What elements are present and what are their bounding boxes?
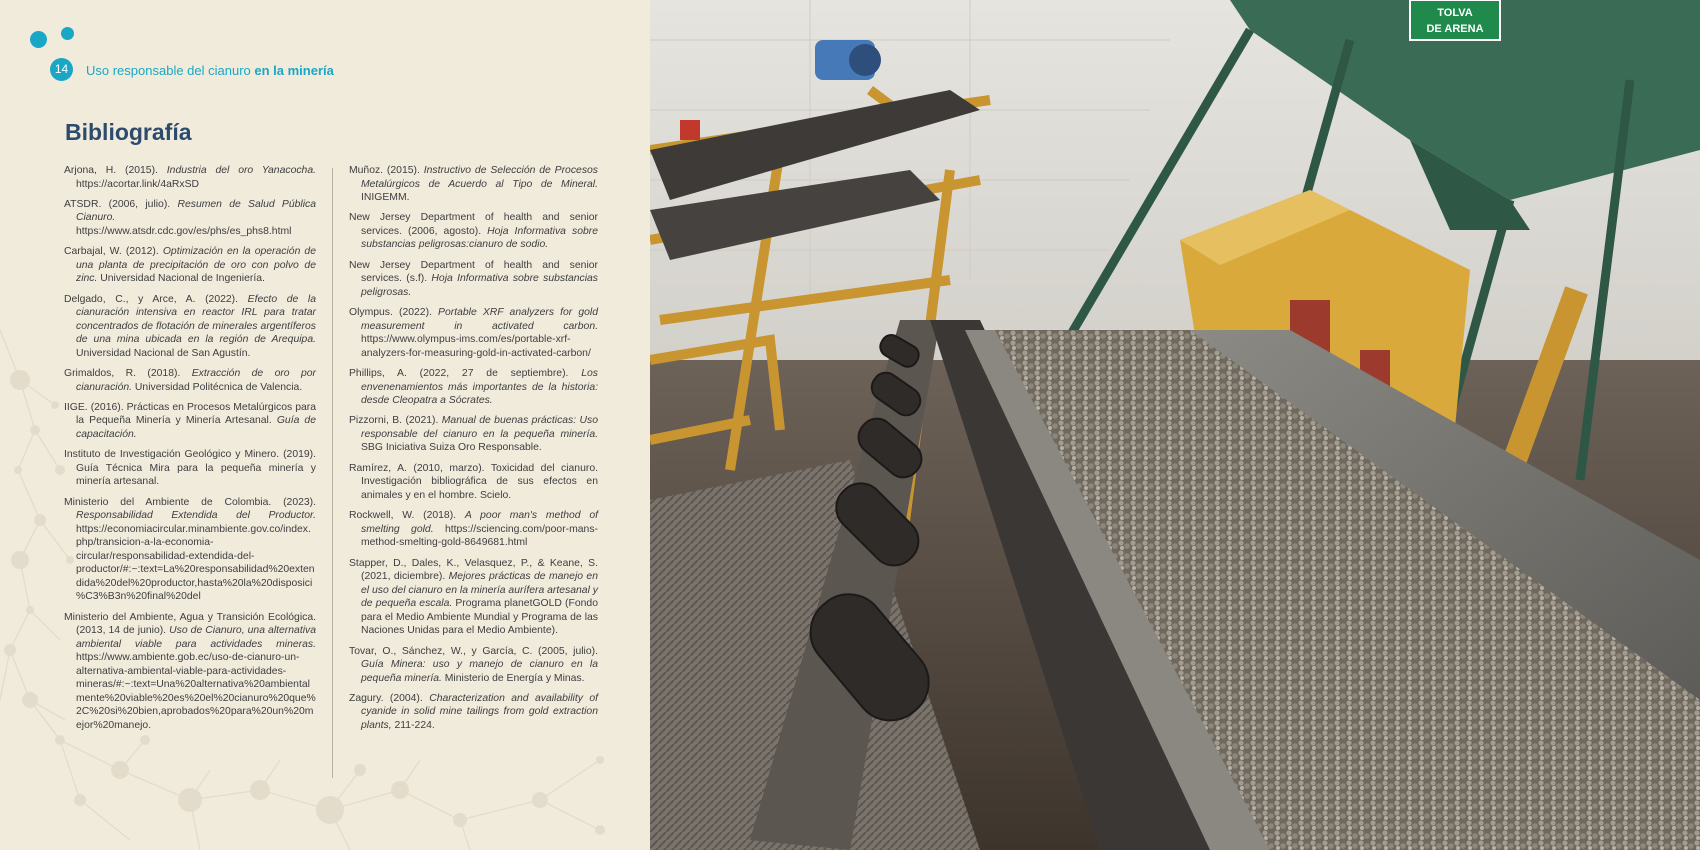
reference-entry: [64, 245, 316, 286]
running-title-bold: en la minería: [254, 63, 334, 78]
reference-text: Programa planetGOLD (Fondo para el Medio Ambiente Mundial y Programa de las Naciones Unidas para el Medio Ambiente).: [361, 598, 598, 637]
page-number-badge: 14: [50, 58, 73, 81]
reference-entry: [64, 293, 316, 361]
reference-text: https://www.olympus-ims.com/es/portable-xrf-analyzers-for-measuring-gold-in-activated-carbon/: [361, 334, 591, 359]
sign-line-1: TOLVA: [1437, 7, 1473, 19]
reference-italic-title: Los envenenamientos más importantes de la historia: desde Cleopatra a Sócrates.: [361, 368, 598, 407]
reference-text: New Jersey Department of health and senior services. (s.f).: [349, 259, 598, 285]
reference-italic-title: Portable XRF analyzers for gold measurement in activated carbon.: [361, 307, 598, 332]
reference-entry: [349, 414, 598, 455]
reference-entry: [349, 557, 598, 638]
reference-entry: [349, 259, 598, 300]
reference-entry: [64, 164, 316, 191]
reference-italic-title: Responsabilidad Extendida del Productor.: [76, 510, 316, 522]
reference-text: IIGE. (2016). Prácticas en Procesos Metalúrgicos para la Pequeña Minería y Minería Artesanal.: [64, 401, 316, 427]
reference-text: SBG Iniciativa Suiza Oro Responsable.: [361, 442, 542, 454]
reference-text: Muñoz. (2015).: [349, 165, 424, 176]
running-header: [86, 63, 334, 78]
reference-text: https://www.atsdr.cdc.gov/es/phs/es_phs8.html: [76, 225, 292, 237]
reference-entry: [349, 462, 598, 503]
reference-italic-title: Optimización en la operación de una planta de precipitación de oro con polvo de zinc.: [76, 246, 316, 285]
reference-italic-title: Guía de capacitación.: [76, 415, 316, 440]
reference-italic-title: Characterization and availability of cyanide in solid mine tailings from gold extraction plants,: [361, 692, 598, 731]
reference-italic-title: Industria del oro Yanacocha.: [166, 165, 316, 176]
reference-text: Phillips, A. (2022, 27 de septiembre).: [349, 368, 582, 380]
reference-text: New Jersey Department of health and senior services. (2006, agosto).: [349, 212, 598, 237]
reference-text: https://acortar.link/4aRxSD: [76, 178, 200, 190]
reference-text: https://www.ambiente.gob.ec/uso-de-cianuro-un-alternativa-ambiental-viable-para-actividades-mineras/#:~:text=Una%20alternativa%20ambientalmente%20viable%20es%20el%20cianuro%20que%2C%20si%20bien,aprobados%20para%20un%20mejor%20manejo.: [76, 652, 316, 731]
reference-text: https://economiacircular.minambiente.gov.co/index.php/transicion-a-la-economia-circular/responsabilidad-extendida-del-productor/#:~:text=La%20responsabilidad%20extendida%20del%20productor,hasta%20la%20disposici%C3%B3n%20final%20del: [76, 523, 315, 603]
reference-italic-title: Resumen de Salud Pública Cianuro.: [76, 198, 316, 224]
reference-text: Tovar, O., Sánchez, W., y García, C. (2005, julio).: [349, 645, 598, 657]
reference-text: https://sciencing.com/poor-mans-method-smelting-gold-8649681.html: [361, 523, 598, 549]
references-column-left: [64, 164, 316, 739]
reference-entry: [64, 611, 316, 733]
reference-text: Arjona, H. (2015).: [64, 165, 167, 176]
reference-text: Rockwell, W. (2018).: [349, 510, 465, 522]
reference-text: Grimaldos, R. (2018).: [64, 368, 192, 380]
reference-entry: [349, 692, 598, 733]
reference-text: Universidad Nacional de San Agustín.: [76, 347, 251, 359]
reference-text: Ministerio del Ambiente, Agua y Transición Ecológica. (2013, 14 de junio).: [64, 611, 316, 637]
decorative-dot: [30, 31, 47, 48]
reference-text: Olympus. (2022).: [349, 307, 439, 319]
column-divider: [332, 168, 333, 778]
reference-italic-title: Uso de Cianuro, una alternativa ambiental viable para actividades mineras.: [76, 625, 316, 650]
page-title: Bibliografía: [65, 119, 192, 145]
reference-entry: [64, 448, 316, 489]
conveyor-belt-photo: [650, 0, 1700, 850]
bibliography-page: [0, 0, 650, 850]
reference-text: INIGEMM.: [361, 192, 410, 203]
reference-italic-title: Hoja Informativa sobre substancias peligrosas:cianuro de sodio.: [361, 225, 598, 251]
reference-italic-title: Instructivo de Selección de Procesos Metalúrgicos de Acuerdo al Tipo de Mineral.: [361, 165, 598, 190]
reference-text: Ramírez, A. (2010, marzo). Toxicidad del cianuro. Investigación bibliográfica de sus efectos en animales y en el hombre. Scielo.: [349, 462, 598, 501]
reference-italic-title: Hoja Informativa sobre substancias peligrosas.: [361, 273, 599, 298]
reference-italic-title: Efecto de la cianuración intensiva en reactor IRL para tratar concentrados de flotación de minerales argentíferos de una mina ubicada en la región de Arequipa.: [76, 293, 316, 346]
reference-text: Instituto de Investigación Geológico y Minero. (2019). Guía Técnica Mira para la pequeña minería y minería artesanal.: [64, 449, 316, 488]
reference-text: Carbajal, W. (2012).: [64, 246, 163, 258]
reference-entry: [349, 211, 598, 252]
references-column-right: [349, 164, 598, 739]
reference-entry: [349, 367, 598, 408]
decorative-dot: [61, 27, 74, 40]
reference-entry: [349, 645, 598, 686]
reference-text: Zagury. (2004).: [349, 692, 430, 704]
sign-line-2: DE ARENA: [1426, 23, 1484, 35]
reference-entry: [349, 509, 598, 550]
reference-text: Stapper, D., Dales, K., Velasquez, P., & Keane, S. (2021, diciembre).: [349, 557, 598, 583]
reference-entry: [349, 306, 598, 360]
reference-text: Universidad Nacional de Ingeniería.: [97, 273, 265, 285]
reference-italic-title: Mejores prácticas de manejo en el uso del cianuro en la minería aurífera artesanal y de pequeña escala.: [361, 571, 598, 610]
reference-text: Ministerio de Energía y Minas.: [441, 672, 585, 684]
reference-text: Pizzorni, B. (2021).: [349, 415, 442, 427]
reference-text: 211-224.: [391, 719, 435, 731]
reference-text: Delgado, C., y Arce, A. (2022).: [64, 293, 248, 305]
motor-top: [815, 40, 881, 80]
running-title-regular: Uso responsable del cianuro: [86, 63, 255, 78]
reference-entry: [64, 496, 316, 604]
reference-text: Universidad Politécnica de Valencia.: [132, 381, 303, 393]
reference-text: ATSDR. (2006, julio).: [64, 198, 178, 210]
reference-entry: [64, 198, 316, 239]
reference-italic-title: Guía Minera: uso y manejo de cianuro en la pequeña minería.: [361, 659, 598, 684]
reference-entry: [64, 367, 316, 394]
reference-text: Ministerio del Ambiente de Colombia. (2023).: [64, 496, 316, 508]
reference-italic-title: A poor man's method of smelting gold.: [361, 510, 598, 535]
reference-entry: [349, 164, 598, 205]
reference-italic-title: Manual de buenas prácticas: Uso responsable del cianuro en la pequeña minería.: [361, 415, 598, 440]
reference-entry: [64, 401, 316, 442]
reference-italic-title: Extracción de oro por cianuración.: [76, 368, 316, 393]
